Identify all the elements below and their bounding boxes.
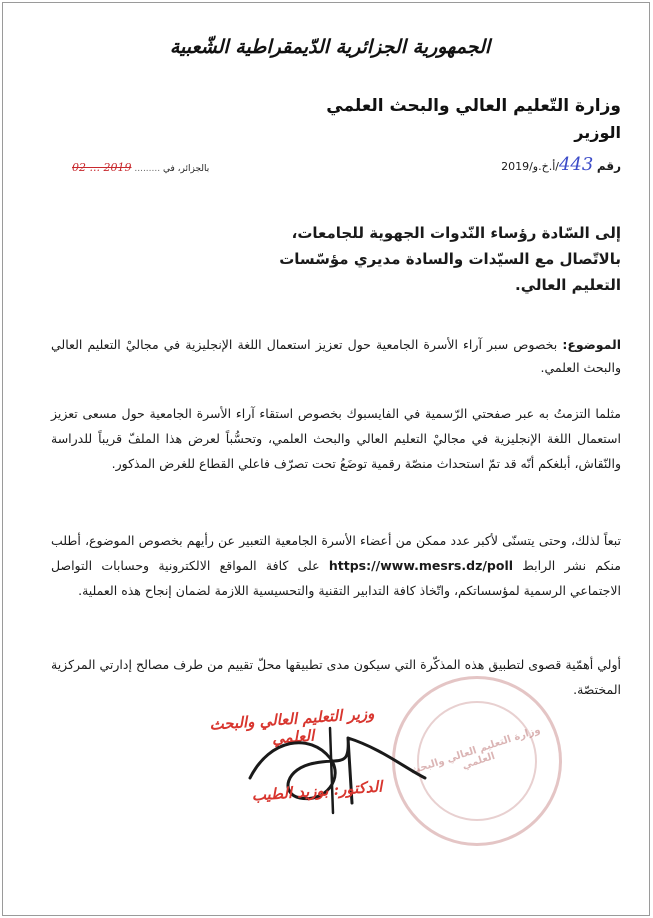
poll-link[interactable]: https://www.mesrs.dz/poll <box>328 558 514 573</box>
paragraph-2-text-b: على كافة المواقع الالكترونية وحسابات التواصل الاجتماعي الرسمية لمؤسساتكم، واتّخاذ كافة التدابير التقنية والتحسيسية اللازمة لضمان إنجاح هذه العملية. <box>51 558 621 598</box>
minister-title: الوزير <box>574 123 621 142</box>
subject-paragraph <box>51 333 621 379</box>
addressee-line: بالاتّصال مع السيّدات والسادة مديري مؤسّسات <box>279 250 621 268</box>
subject-text: بخصوص سبر آراء الأسرة الجامعية حول تعزيز استعمال اللغة الإنجليزية في مجاليْ التعليم العالي والبحث العلمي. <box>51 337 621 375</box>
date-value: 2019 ... 02 <box>72 161 132 174</box>
paragraph-2-text-a: تبعاً لذلك، وحتى يتسنّى لأكبر عدد ممكن من أعضاء الأسرة الجامعية التعبير عن رأيهم بخصوص الموضوع، أطلب منكم نشر الرابط <box>51 533 621 573</box>
date-line <box>72 161 209 174</box>
reference-label: رقم <box>596 159 621 173</box>
ministry-name: وزارة التّعليم العالي والبحث العلمي <box>326 96 621 116</box>
date-dots: ......... <box>134 164 161 174</box>
seal-text: وزارة التعليم العالي والبحث العلمي <box>408 724 542 778</box>
subject-label: الموضوع: <box>562 337 621 352</box>
minister-name-stamp: الدكتور: بوزيد الطيب <box>251 777 383 805</box>
addressee-line: التعليم العالي. <box>515 276 621 294</box>
addressee-line: إلى السّادة رؤساء النّدوات الجهوية للجامعات، <box>291 224 621 242</box>
addressee-block <box>101 220 621 298</box>
date-prefix: بالجزائر، في <box>162 164 210 174</box>
body-paragraph-3: أولي أهمّية قصوى لتطبيق هذه المذكّرة التي سيكون مدى تطبيقها محلّ تقييم من طرف مصالح إدارتي المركزية المختصّة. <box>51 657 621 697</box>
republic-title: الجمهورية الجزائرية الدّيمقراطية الشّعبية <box>169 36 491 58</box>
reference-code: /أ.خ.و/2019 <box>501 160 559 173</box>
minister-title-stamp: وزير التعليم العالي والبحث العلمي <box>208 704 375 748</box>
body-paragraph-1: مثلما التزمتُ به عبر صفحتي الرّسمية في الفايسبوك بخصوص استقاء آراء الأسرة الجامعية حول مسعى تعزيز استعمال اللغة الإنجليزية في مجاليْ التعليم العالي والبحث العلمي، وتحسُّباً لعرض هذا الملفّ قريباً للدراسة والنّقاش، أبلغكم أنّه قد تمّ استحداث منصّة رقمية توضَعُ تحت تصرّف فاعلي القطاع للغرض المذكور. <box>51 406 621 471</box>
reference-number <box>501 154 621 175</box>
body-paragraph-2 <box>51 528 621 603</box>
reference-handwritten-number: 443 <box>558 154 594 175</box>
